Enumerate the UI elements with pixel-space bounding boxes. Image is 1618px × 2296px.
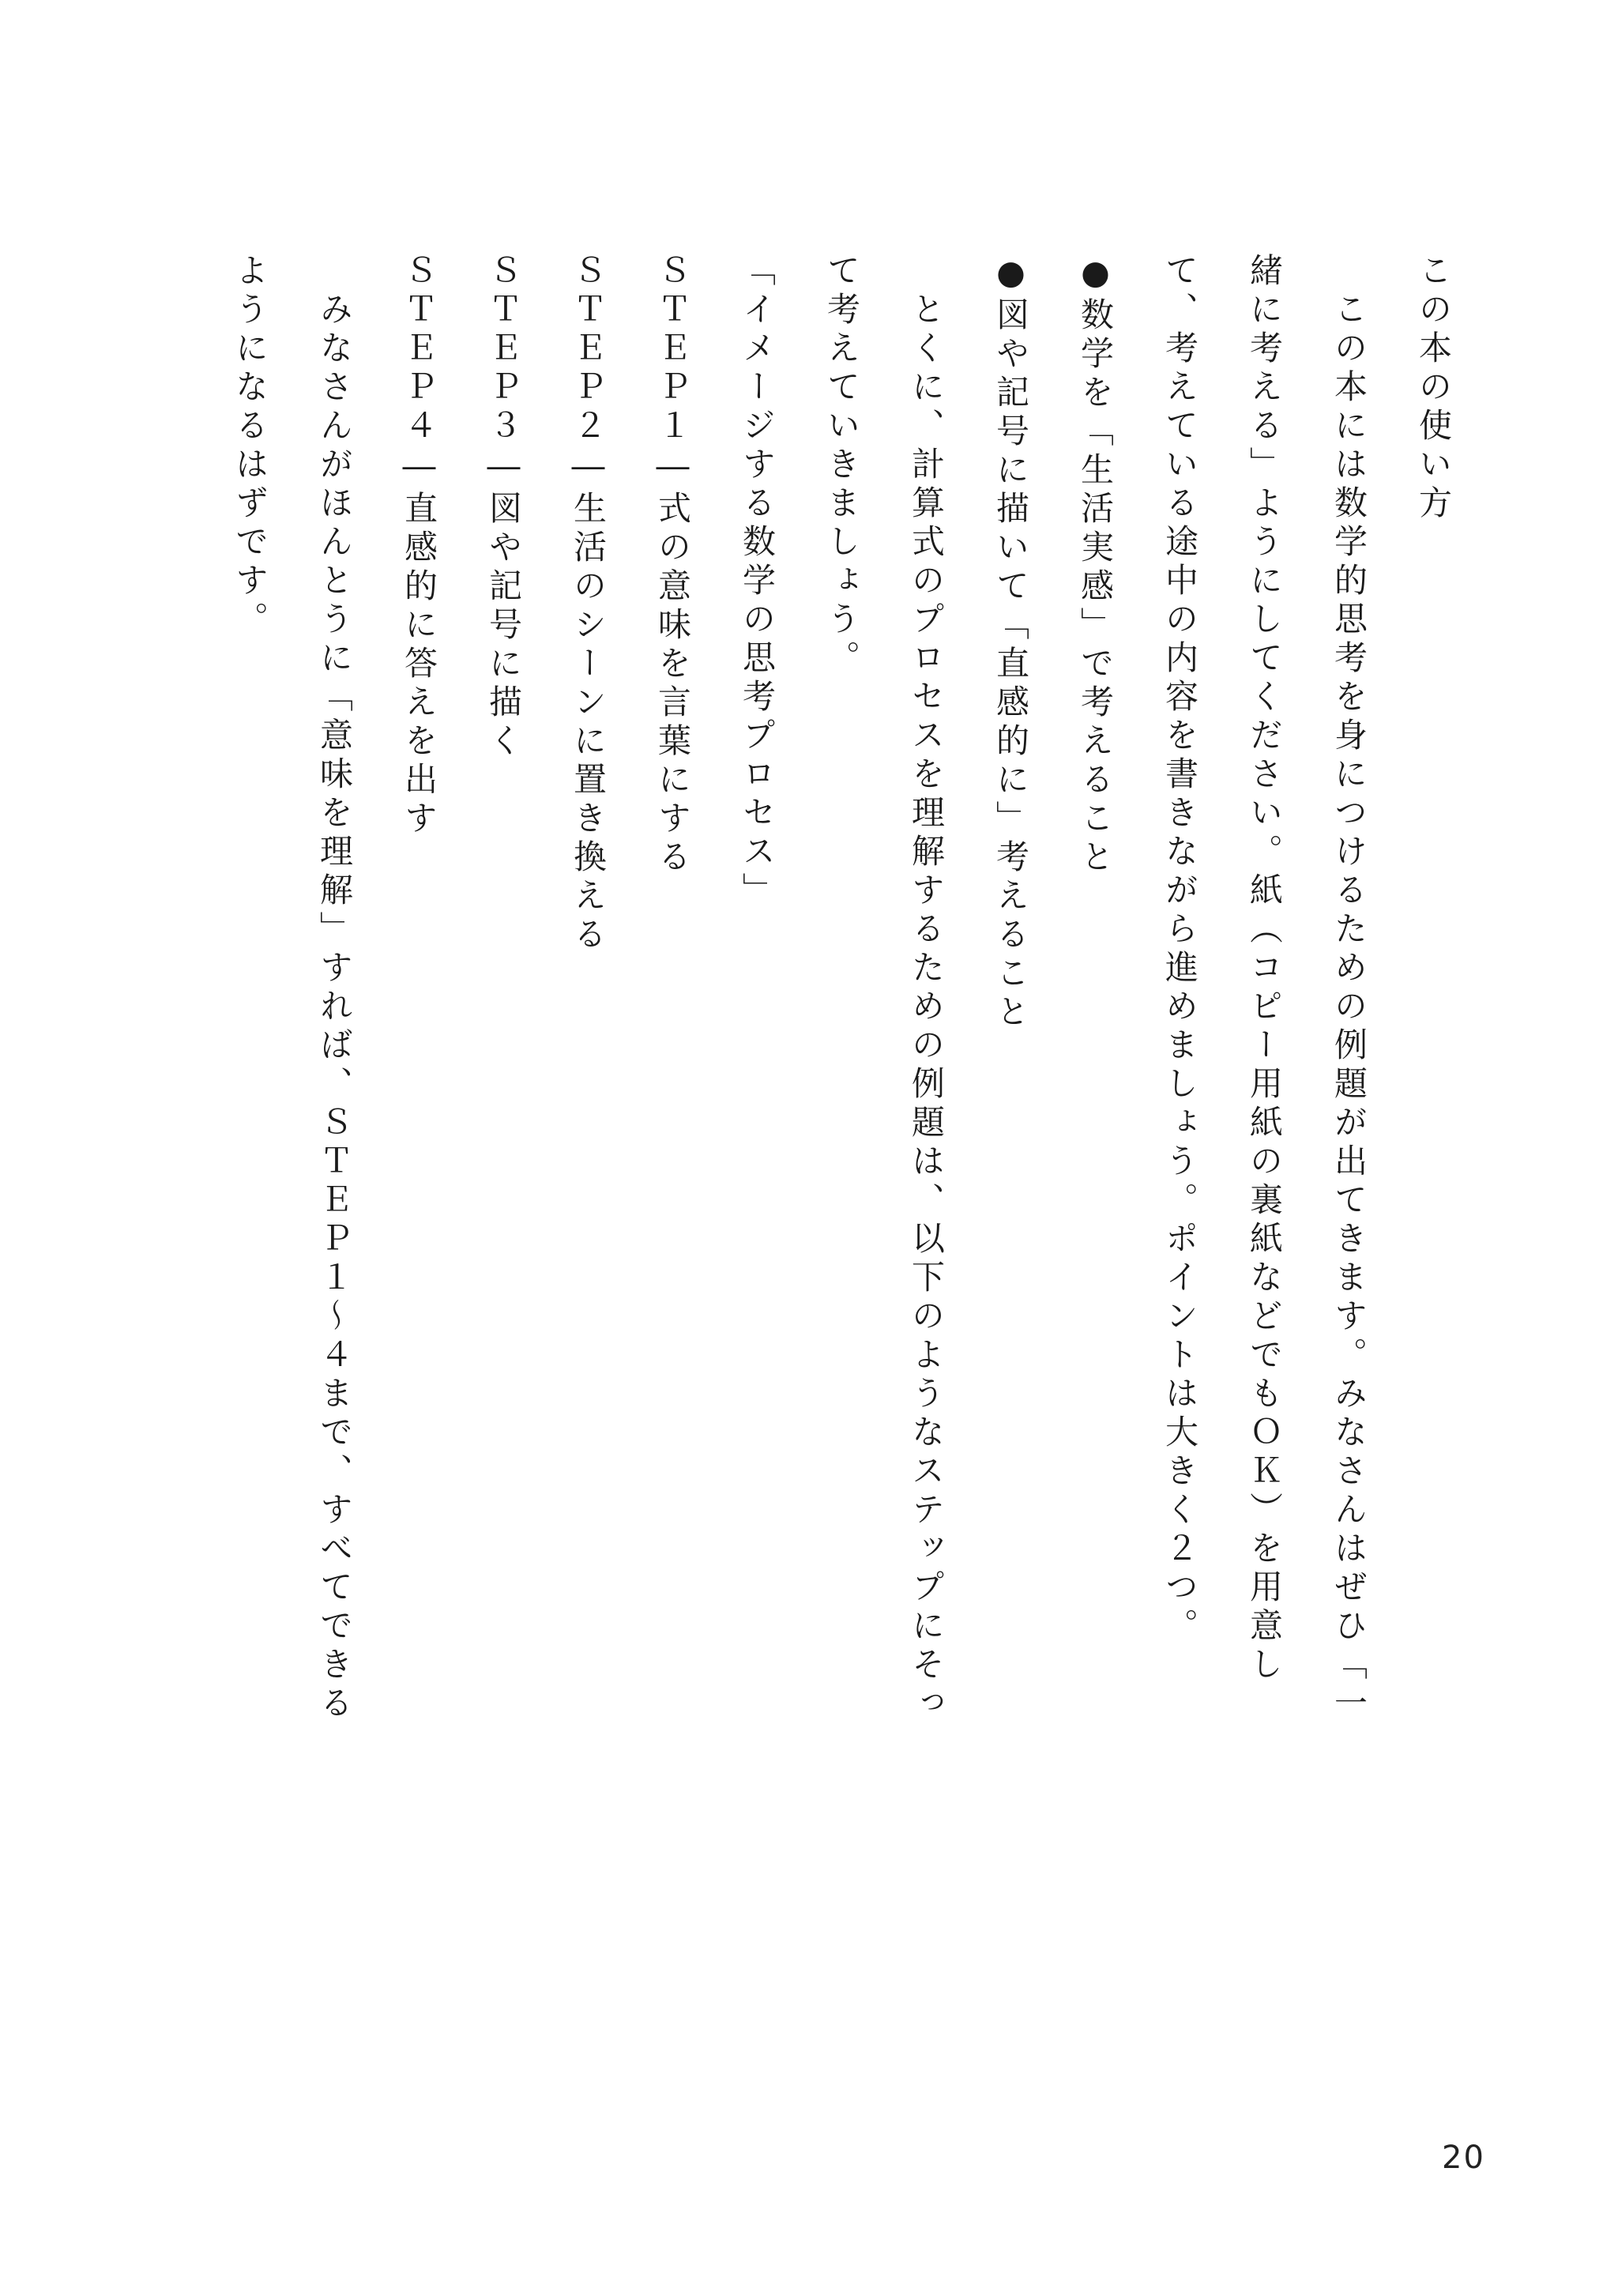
vertical-text-block: [208, 253, 1476, 2070]
section-heading: この本の使い方: [1414, 253, 1453, 524]
page-number: 20: [1442, 2140, 1485, 2176]
body-line: て考えていきましょう。: [822, 253, 861, 679]
step-line: ＳＴＥＰ３―図や記号に描く: [484, 253, 523, 762]
body-line: 緒に考える」ようにしてください。紙（コピー用紙の裏紙などでもＯＫ）を用意し: [1245, 253, 1284, 1685]
body-line: ようになるはずです。: [231, 253, 269, 640]
step-line: ＳＴＥＰ１―式の意味を言葉にする: [653, 253, 692, 878]
process-title: 「イメージする数学の思考プロセス」: [738, 253, 777, 911]
body-line: て、考えている途中の内容を書きながら進めましょう。ポイントは大きく２つ。: [1161, 253, 1199, 1647]
body-line: みなさんがほんとうに「意味を理解」すれば、ＳＴＥＰ１～４まで、すべてできる: [315, 253, 354, 1724]
bullet-line: ●図や記号に描いて「直感的に」考えること: [991, 253, 1030, 1033]
step-line: ＳＴＥＰ２―生活のシーンに置き換える: [569, 253, 608, 955]
bullet-line: ●数学を「生活実感」で考えること: [1076, 253, 1115, 878]
body-line: とくに、計算式のプロセスを理解するための例題は、以下のようなステップにそっ: [907, 253, 946, 1724]
step-line: ＳＴＥＰ４―直感的に答えを出す: [400, 253, 438, 839]
body-line: この本には数学的思考を身につけるための例題が出てきます。みなさんはぜひ「一: [1330, 253, 1368, 1724]
